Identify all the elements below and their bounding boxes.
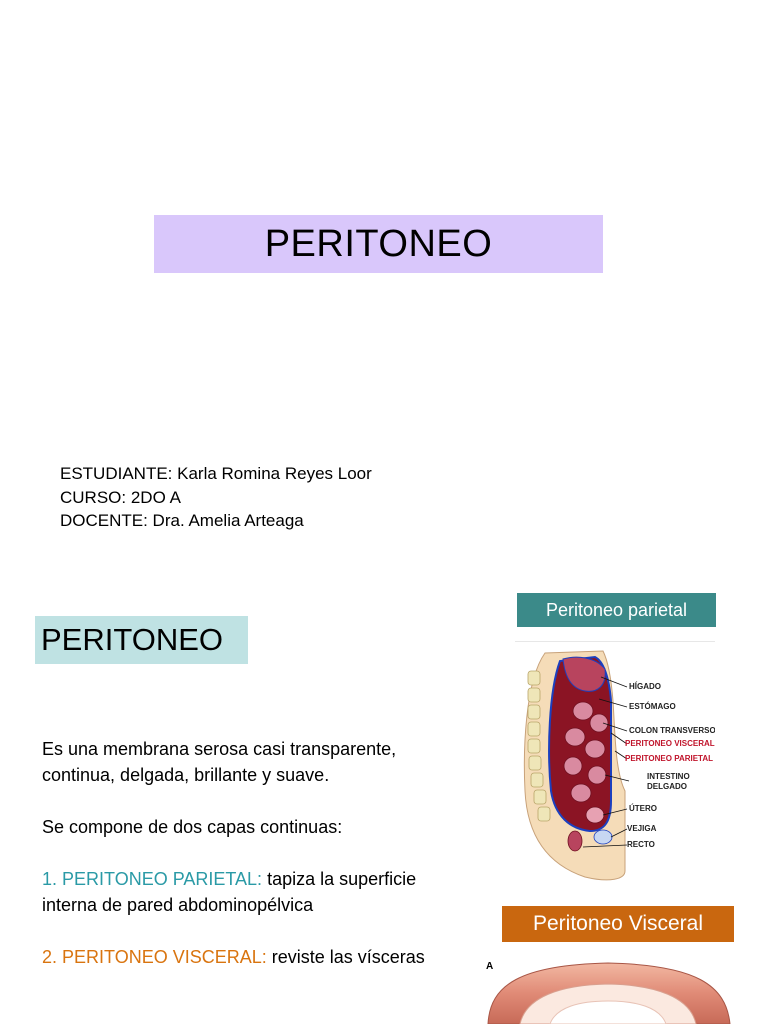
label-peritoneo-parietal: Peritoneo parietal xyxy=(517,593,716,627)
intro-paragraph: Es una membrana serosa casi transparente, continua, delgada, brillante y suave. xyxy=(42,739,397,785)
fig-label-utero: ÚTERO xyxy=(629,804,657,813)
slide2-title: PERITONEO xyxy=(35,616,248,664)
item-parietal-text: tapiza la superficie interna de pared abdominopélvica xyxy=(42,869,417,915)
intestine-illustration xyxy=(480,955,736,1024)
item-visceral xyxy=(42,944,462,970)
item-visceral-label: 2. PERITONEO VISCERAL: xyxy=(42,947,267,967)
compone-paragraph: Se compone de dos capas continuas: xyxy=(42,817,343,837)
student-info xyxy=(60,462,372,533)
label-peritoneo-visceral: Peritoneo Visceral xyxy=(502,906,734,942)
teacher: DOCENTE: Dra. Amelia Arteaga xyxy=(60,511,304,530)
intestine-figure-visceral xyxy=(480,955,736,1024)
abdomen-section-illustration xyxy=(515,641,715,886)
fig-label-peritoneo-parietal: PERITONEO PARIETAL xyxy=(625,754,714,763)
fig-label-vejiga: VEJIGA xyxy=(627,824,657,833)
item-parietal-label: 1. PERITONEO PARIETAL: xyxy=(42,869,263,889)
fig-label-intestino: INTESTINO xyxy=(647,772,690,781)
fig-label-estomago: ESTÓMAGO xyxy=(629,702,676,711)
fig-label-recto: RECTO xyxy=(627,840,655,849)
slide1-title: PERITONEO xyxy=(154,215,603,273)
fig-label-colon: COLON TRANSVERSO xyxy=(629,726,715,735)
anatomy-figure-parietal xyxy=(515,641,715,886)
fig-label-peritoneo-visceral: PERITONEO VISCERAL xyxy=(625,739,715,748)
item-parietal xyxy=(42,866,462,918)
student-name: ESTUDIANTE: Karla Romina Reyes Loor xyxy=(60,464,372,483)
course: CURSO: 2DO A xyxy=(60,487,181,507)
item-visceral-text: reviste las vísceras xyxy=(266,947,425,967)
fig-label-delgado: DELGADO xyxy=(647,782,687,791)
figure-letter: A xyxy=(486,961,494,972)
figure-divider xyxy=(515,641,715,642)
fig-label-higado: HÍGADO xyxy=(629,682,661,691)
body-text xyxy=(42,736,462,996)
